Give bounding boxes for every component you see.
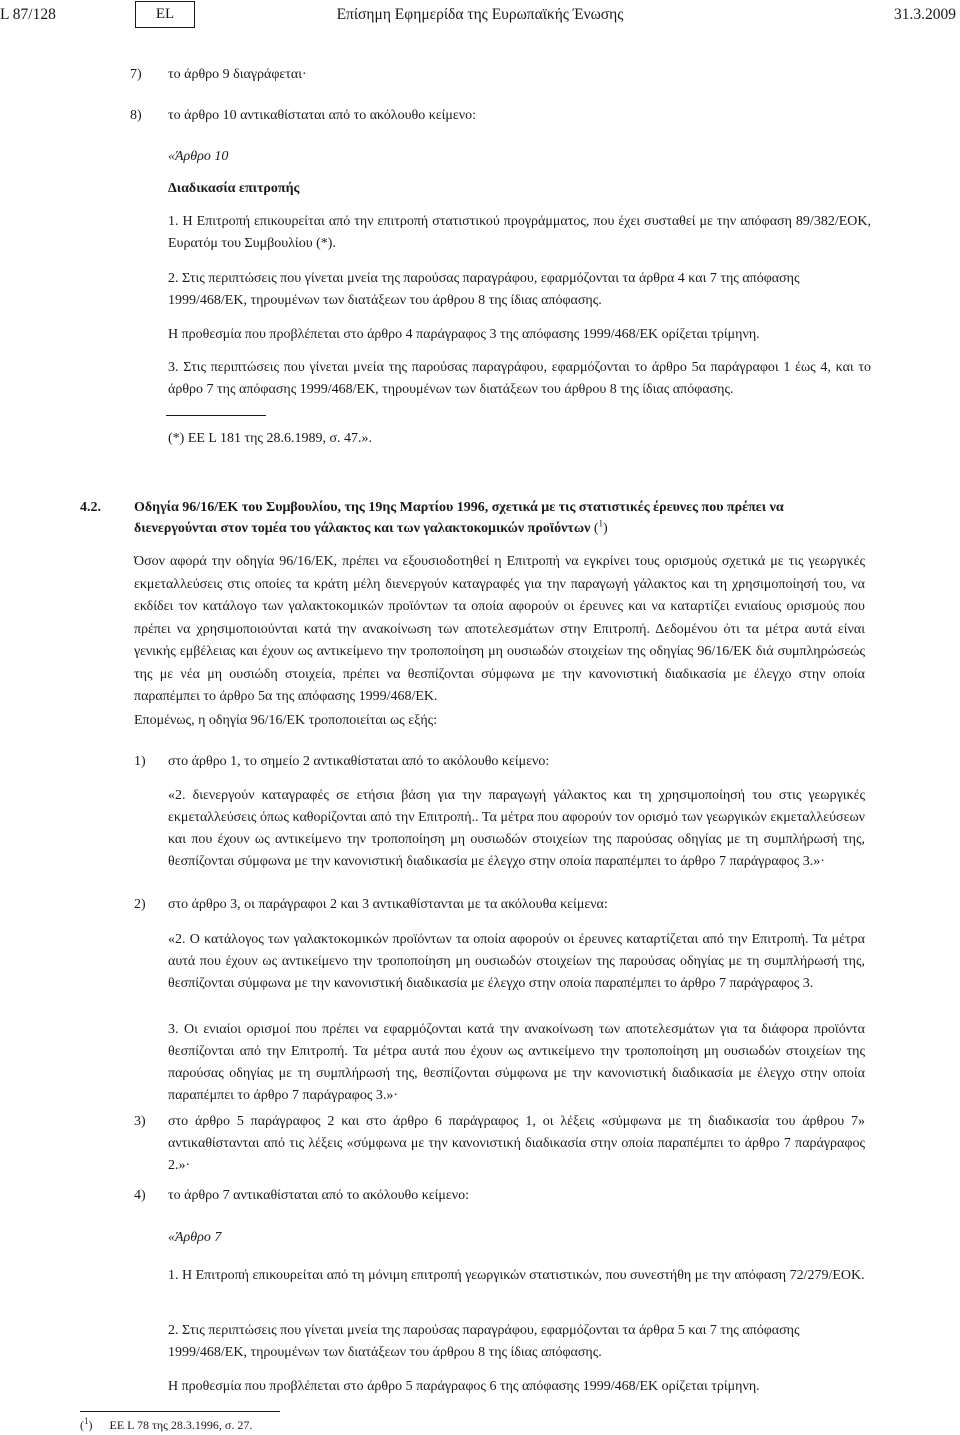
page-footnote-marker: ($^1$) bbox=[80, 1416, 93, 1432]
article-paragraph-2-line2: 1999/468/ΕΚ, τηρουμένων των διατάξεων του άρθρου 8 της ίδιας απόφασης. bbox=[168, 293, 602, 308]
quoted-text: «2. διενεργούν καταγραφές σε ετήσια βάση για την παραγωγή γάλακτος και τη χρησιμοποίησή του στις γεωργικές εκμεταλλεύσεις όπως καθορίζονται από την Επιτροπή.. Τα μέτρα που αφορούν τον ορισμό των γεωργικών εκμεταλλεύσεων και που έχουν ως αντικείμενο την τροποποίηση μη ουσιωδών στοιχείων της παρούσας οδηγίας με τη συμπλήρωσή της, θεσπίζονται σύμφωνα με την κανονιστική διαδικασία με έλεγχο στην οποία παραπέμπει το άρθρο 7 παράγραφος 3.»· bbox=[168, 788, 865, 869]
list-item-text: το άρθρο 7 αντικαθίσταται από το ακόλουθο κείμενο: bbox=[168, 1188, 470, 1203]
quoted-text: 3. Οι ενιαίοι ορισμοί που πρέπει να εφαρμόζονται κατά την ανακοίνωση των αποτελεσμάτων για τα διάφορα προϊόντα θεσπίζονται από την Επιτροπή. Τα μέτρα αυτά που έχουν ως αντικείμενο την τροποποίηση μη ουσιωδών στοιχείων της παρούσας οδηγίας με τη συμπλήρωσή της, θεσπίζονται σύμφωνα με την κανονιστική διαδικασία με έλεγχο στην οποία παραπέμπει το άρθρο 7 παράγραφος 3.»· bbox=[168, 1022, 865, 1103]
article-footnote: (*) ΕΕ L 181 της 28.6.1989, σ. 47.». bbox=[168, 431, 372, 446]
article-heading: «Άρθρο 7 bbox=[168, 1230, 222, 1245]
article-heading: «Άρθρο 10 bbox=[168, 149, 229, 164]
list-item-text: στο άρθρο 3, οι παράγραφοι 2 και 3 αντικαθίστανται με τα ακόλουθα κείμενα: bbox=[168, 897, 608, 912]
page-footnote bbox=[80, 1417, 252, 1433]
list-item-text: το άρθρο 9 διαγράφεται· bbox=[168, 67, 307, 82]
list-item-number: 8) bbox=[130, 108, 142, 123]
journal-title: Επίσημη Εφημερίδα της Ευρωπαϊκής Ένωσης bbox=[336, 6, 624, 23]
language-code-box: EL bbox=[135, 1, 195, 28]
footnote-reference: ($^1$) bbox=[593, 518, 608, 536]
article-paragraph-2-line1: 2. Στις περιπτώσεις που γίνεται μνεία της παρούσας παραγράφου, εφαρμόζονται τα άρθρα 4 και 7 της απόφασης bbox=[168, 271, 800, 286]
section-title-line2 bbox=[134, 518, 608, 540]
footnote-separator bbox=[166, 415, 266, 416]
section-title-line1: Οδηγία 96/16/ΕΚ του Συμβουλίου, της 19ης Μαρτίου 1996, σχετικά με τις στατιστικές έρευνες που πρέπει να bbox=[134, 500, 784, 515]
list-item-text: το άρθρο 10 αντικαθίσταται από το ακόλουθο κείμενο: bbox=[168, 108, 477, 123]
section-intro: Όσον αφορά την οδηγία 96/16/ΕΚ, πρέπει να εξουσιοδοτηθεί η Επιτροπή να εγκρίνει τους ορισμούς σχετικά με τις γεωργικές εκμεταλλεύσεις στις οποίες τα κράτη μέλη διενεργούν καταγραφές για την παραγωγή γάλακτος και τη χρησιμοποίησή του, να εκδίδει τον κατάλογο των γαλακτοκομικών προϊόντων τα οποία αφορούν οι έρευνες και να καταρτίζει ενιαίους ορισμούς που πρέπει να χρησιμοποιούνται κατά την ανακοίνωση των αποτελεσμάτων στην Επιτροπή. Δεδομένου ότι τα μέτρα αυτά είναι γενικής εμβέλειας και έχουν ως αντικείμενο την τροποποίηση μη ουσιωδών στοιχείων της οδηγίας 96/16/ΕΚ διά συμπληρώσεώς της με νέα μη ουσιώδη στοιχεία, πρέπει να θεσπίζονται σύμφωνα με την κανονιστική διαδικασία με έλεγχο στην οποία παραπέμπει το άρθρο 5α της απόφασης 1999/468/ΕΚ. bbox=[134, 554, 865, 704]
publication-date: 31.3.2009 bbox=[894, 6, 956, 23]
list-item-number: 1) bbox=[134, 754, 146, 769]
list-item-text: στο άρθρο 5 παράγραφος 2 και στο άρθρο 6 παράγραφος 1, οι λέξεις «σύμφωνα με τη διαδικασία του άρθρου 7» αντικαθίστανται από τις λέξεις «σύμφωνα με την κανονιστική διαδικασία στην οποία παραπέμπει το άρθρο 7 παράγραφος 2.»· bbox=[168, 1114, 865, 1173]
article-paragraph-period: Η προθεσμία που προβλέπεται στο άρθρο 5 παράγραφος 6 της απόφασης 1999/468/ΕΚ ορίζεται τρίμηνη. bbox=[168, 1379, 760, 1394]
page-reference: L 87/128 bbox=[0, 6, 56, 23]
list-item-number: 7) bbox=[130, 67, 142, 82]
section-number: 4.2. bbox=[80, 500, 101, 515]
quoted-text: «2. Ο κατάλογος των γαλακτοκομικών προϊόντων τα οποία αφορούν οι έρευνες καταρτίζεται από την Επιτροπή. Τα μέτρα αυτά που έχουν ως αντικείμενο την τροποποίηση μη ουσιωδών στοιχείων της παρούσας οδηγίας με τη συμπλήρωσή της, θεσπίζονται σύμφωνα με την κανονιστική διαδικασία με έλεγχο στην οποία παραπέμπει το άρθρο 7 παράγραφος 3. bbox=[168, 932, 865, 991]
list-item-number: 3) bbox=[134, 1114, 146, 1129]
article-subheading: Διαδικασία επιτροπής bbox=[168, 181, 300, 196]
article-paragraph-1: 1. Η Επιτροπή επικουρείται από τη μόνιμη επιτροπή γεωργικών στατιστικών, που συνεστήθη με την απόφαση 72/279/ΕΟΚ. bbox=[168, 1268, 865, 1283]
article-paragraph-2-line1: 2. Στις περιπτώσεις που γίνεται μνεία της παρούσας παραγράφου, εφαρμόζονται τα άρθρα 5 και 7 της απόφασης bbox=[168, 1323, 800, 1338]
page-footnote-text: ΕΕ L 78 της 28.3.1996, σ. 27. bbox=[109, 1418, 253, 1432]
article-paragraph-2-line2: 1999/468/ΕΚ, τηρουμένων των διατάξεων του άρθρου 8 της ίδιας απόφασης. bbox=[168, 1345, 602, 1360]
page-footnote-separator bbox=[80, 1411, 280, 1412]
list-item-text: στο άρθρο 1, το σημείο 2 αντικαθίσταται από το ακόλουθο κείμενο: bbox=[168, 754, 550, 769]
article-paragraph-1: 1. Η Επιτροπή επικουρείται από την επιτροπή στατιστικού προγράμματος, που έχει συσταθεί με την απόφαση 89/382/ΕΟΚ, Ευρατόμ του Συμβουλίου (*). bbox=[168, 214, 871, 251]
section-title-text: διενεργούνται στον τομέα του γάλακτος και των γαλακτοκομικών προϊόντων bbox=[134, 521, 591, 536]
amendment-lead: Επομένως, η οδηγία 96/16/ΕΚ τροποποιείται ως εξής: bbox=[134, 713, 438, 728]
list-item-number: 4) bbox=[134, 1188, 146, 1203]
article-paragraph-period: Η προθεσμία που προβλέπεται στο άρθρο 4 παράγραφος 3 της απόφασης 1999/468/ΕΚ ορίζεται τρίμηνη. bbox=[168, 327, 760, 342]
list-item-number: 2) bbox=[134, 897, 146, 912]
article-paragraph-3: 3. Στις περιπτώσεις που γίνεται μνεία της παρούσας παραγράφου, εφαρμόζονται το άρθρο 5α παράγραφοι 1 έως 4, και το άρθρο 7 της απόφασης 1999/468/ΕΚ, τηρουμένων των διατάξεων του άρθρου 8 της ίδιας απόφασης. bbox=[168, 360, 871, 397]
